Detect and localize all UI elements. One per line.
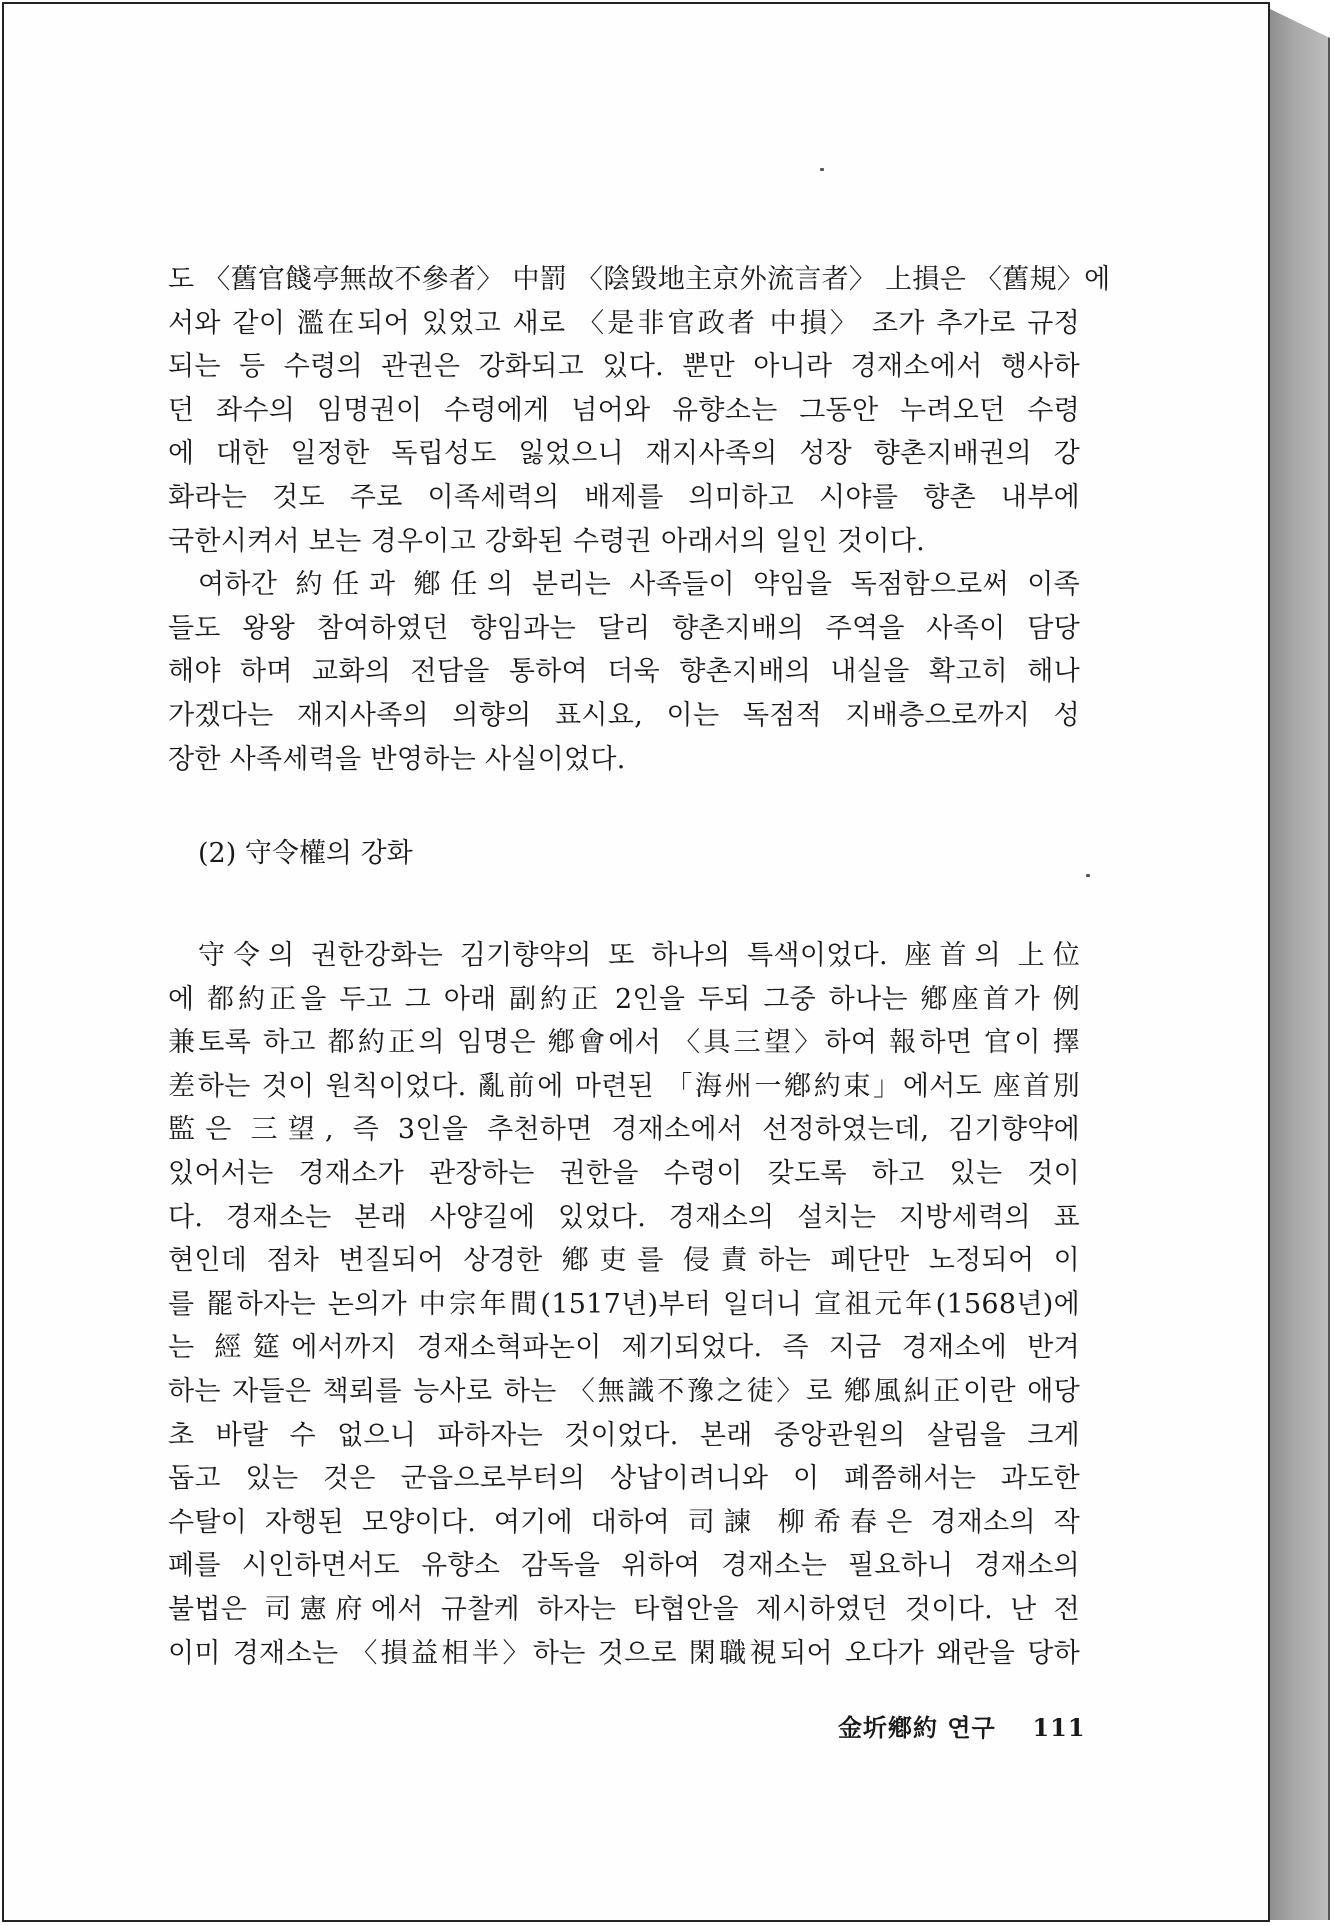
page-stack-edge xyxy=(1268,8,1330,1920)
section-heading: (2) 守令權의 강화 xyxy=(198,838,413,869)
text-line: 에 都約正을 두고 그 아래 副約正 2인을 두되 그중 하나는 鄕座首가 例 xyxy=(168,983,1080,1015)
text-line: 여하간 約任과 鄕任의 분리는 사족들이 약임을 독점함으로써 이족 xyxy=(198,569,1080,601)
text-line: 差하는 것이 원칙이었다. 亂前에 마련된 「海州一鄕約束」에서도 座首別 xyxy=(168,1070,1080,1102)
text-line: 가겠다는 재지사족의 의향의 표시요, 이는 독점적 지배층으로까지 성 xyxy=(168,699,1080,731)
body-paragraphs-bottom xyxy=(168,934,1080,1675)
scan-speck xyxy=(820,168,824,171)
text-line: 들도 왕왕 참여하였던 향임과는 달리 향촌지배의 주역을 사족이 담당 xyxy=(168,612,1080,644)
text-line: 守令의 권한강화는 김기향약의 또 하나의 특색이었다. 座首의 上位 xyxy=(198,940,1080,971)
body-paragraphs-top xyxy=(168,258,1111,781)
text-line: 던 좌수의 임명권이 수령에게 넘어와 유향소는 그동안 누려오던 수령 xyxy=(168,394,1080,426)
text-line: 해야 하며 교화의 전담을 통하여 더욱 향촌지배의 내실을 확고히 해나 xyxy=(168,656,1080,688)
text-line: 돕고 있는 것은 군읍으로부터의 상납이려니와 이 폐쯤해서는 과도한 xyxy=(168,1463,1080,1495)
text-line: 불법은 司憲府에서 규찰케 하자는 타협안을 제시하였던 것이다. 난 전 xyxy=(168,1593,1080,1625)
text-line: 있어서는 경재소가 관장하는 권한을 수령이 갖도록 하고 있는 것이 xyxy=(168,1157,1080,1189)
text-line: 현인데 점차 변질되어 상경한 鄕吏를 侵責하는 폐단만 노정되어 이 xyxy=(168,1245,1080,1277)
text-line: 되는 등 수령의 관권은 강화되고 있다. 뿐만 아니라 경재소에서 행사하 xyxy=(168,351,1080,383)
scan-speck xyxy=(1086,874,1090,877)
text-line: 서와 같이 濫在되어 있었고 새로 〈是非官政者 中損〉 조가 추가로 규정 xyxy=(168,307,1080,339)
page-footer xyxy=(838,1708,1086,1743)
running-title: 金圻鄕約 연구 xyxy=(838,1713,996,1742)
text-line: 국한시켜서 보는 경우이고 강화된 수령권 아래서의 일인 것이다. xyxy=(168,525,925,557)
text-line: 장한 사족세력을 반영하는 사실이었다. xyxy=(168,743,626,775)
text-line: 수탈이 자행된 모양이다. 여기에 대하여 司諫 柳希春은 경재소의 작 xyxy=(168,1506,1080,1538)
text-line: 하는 자들은 책뢰를 능사로 하는 〈無識不豫之徒〉로 鄕風糾正이란 애당 xyxy=(168,1375,1080,1407)
text-line: 이미 경재소는 〈損益相半〉하는 것으로 閑職視되어 오다가 왜란을 당하 xyxy=(168,1637,1080,1669)
text-line: 다. 경재소는 본래 사양길에 있었다. 경재소의 설치는 지방세력의 표 xyxy=(168,1201,1080,1233)
text-line: 를 罷하자는 논의가 中宗年間(1517년)부터 일더니 宣祖元年(1568년)에 xyxy=(168,1288,1080,1320)
text-line: 화라는 것도 주로 이족세력의 배제를 의미하고 시야를 향촌 내부에 xyxy=(168,481,1080,513)
text-line: 監은 三望, 즉 3인을 추천하면 경재소에서 선정하였는데, 김기향약에 xyxy=(168,1114,1080,1146)
text-line: 폐를 시인하면서도 유향소 감독을 위하여 경재소는 필요하니 경재소의 xyxy=(168,1550,1080,1582)
page-number: 111 xyxy=(1032,1713,1086,1742)
text-line: 는 經筵에서까지 경재소혁파논이 제기되었다. 즉 지금 경재소에 반겨 xyxy=(168,1332,1080,1364)
text-line: 에 대한 일정한 독립성도 잃었으니 재지사족의 성장 향촌지배권의 강 xyxy=(168,438,1080,470)
text-line: 초 바랄 수 없으니 파하자는 것이었다. 본래 중앙관원의 살림을 크게 xyxy=(168,1419,1080,1451)
text-line: 兼토록 하고 都約正의 임명은 鄕會에서 〈具三望〉하여 報하면 官이 擇 xyxy=(168,1027,1080,1059)
text-line: 도 〈舊官餞亭無故不參者〉 中罰 〈陰毀地主京外流言者〉 上損은 〈舊規〉에 xyxy=(168,264,1111,295)
